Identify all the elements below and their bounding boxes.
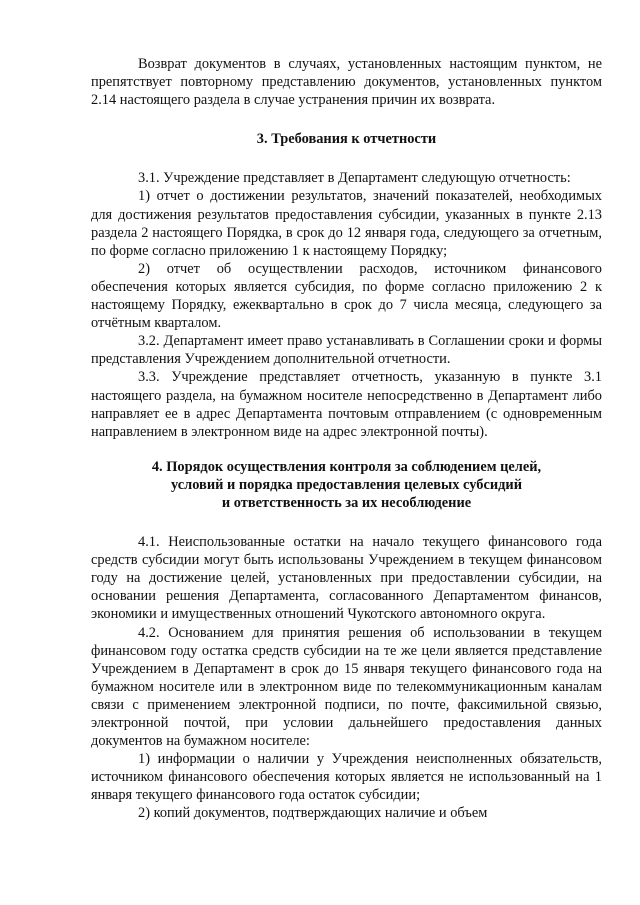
- section-3-paragraph-4: 3.2. Департамент имеет право устанавливать в Соглашении сроки и формы представления Учреждением дополнительной отчетности.: [91, 333, 602, 368]
- section-4-heading: [91, 458, 602, 512]
- section-4-paragraph-4: 2) копий документов, подтверждающих наличие и объем: [138, 805, 488, 822]
- section-4-heading-line-1: 4. Порядок осуществления контроля за соблюдением целей,: [151, 458, 542, 475]
- section-3-paragraph-5: 3.3. Учреждение представляет отчетность, указанную в пункте 3.1 настоящего раздела, на бумажном носителе непосредственно в Департамент либо направляет ее в адрес Департамента почтовым отправлением (с одновременным направлением в электронном виде на адрес электронной почты).: [91, 369, 602, 440]
- document-page: [91, 55, 602, 823]
- section-4-paragraph-2: 4.2. Основанием для принятия решения об использовании в текущем финансовом году остатка средств субсидии на те же цели является представление Учреждением в Департамент в срок до 15 января текущего финансового года на бумажном носителе или в электронном виде по телекоммуникационным каналам связи с применением электронной подписи, по почте, факсимильной связью, электронной почтой, при условии дальнейшего предоставления данных документов на бумажном носителе:: [91, 624, 602, 750]
- section-3-paragraph-1: 3.1. Учреждение представляет в Департамент следующую отчетность:: [138, 170, 571, 187]
- section-4-paragraph-3: 1) информации о наличии у Учреждения неисполненных обязательств, источником финансового обеспечения которых является не использованный на 1 января текущего финансового года остаток субсидии;: [91, 751, 602, 804]
- section-3-heading: 3. Требования к отчетности: [256, 131, 437, 148]
- section-3-paragraph-3: 2) отчет об осуществлении расходов, источником финансового обеспечения которых является субсидия, по форме согласно приложению 2 к настоящему Порядку, ежеквартально в срок до 7 числа месяца, следующего за отчётным кварталом.: [91, 260, 602, 332]
- section-4-heading-line-2: условий и порядка предоставления целевых субсидий: [171, 476, 522, 493]
- section-4-heading-line-3: и ответственность за их несоблюдение: [221, 494, 472, 511]
- intro-paragraph: Возврат документов в случаях, установленных настоящим пунктом, не препятствует повторному представлению документов, установленных пунктом 2.14 настоящего раздела в случае устранения причин их возврата.: [91, 56, 602, 109]
- section-4-paragraph-1: 4.1. Неиспользованные остатки на начало текущего финансового года средств субсидии могут быть использованы Учреждением в текущем финансовом году на достижение целей, установленных при предоставлении субсидии, на основании решения Департамента, согласованного Департаментом финансов, экономики и имущественных отношений Чукотского автономного округа.: [91, 534, 602, 623]
- section-3-paragraph-2: 1) отчет о достижении результатов, значений показателей, необходимых для достижения результатов предоставления субсидии, указанных в пункте 2.13 раздела 2 настоящего Порядка, в срок до 12 января года, следующего за отчетным, по форме согласно приложению 1 к настоящему Порядку;: [91, 188, 602, 259]
